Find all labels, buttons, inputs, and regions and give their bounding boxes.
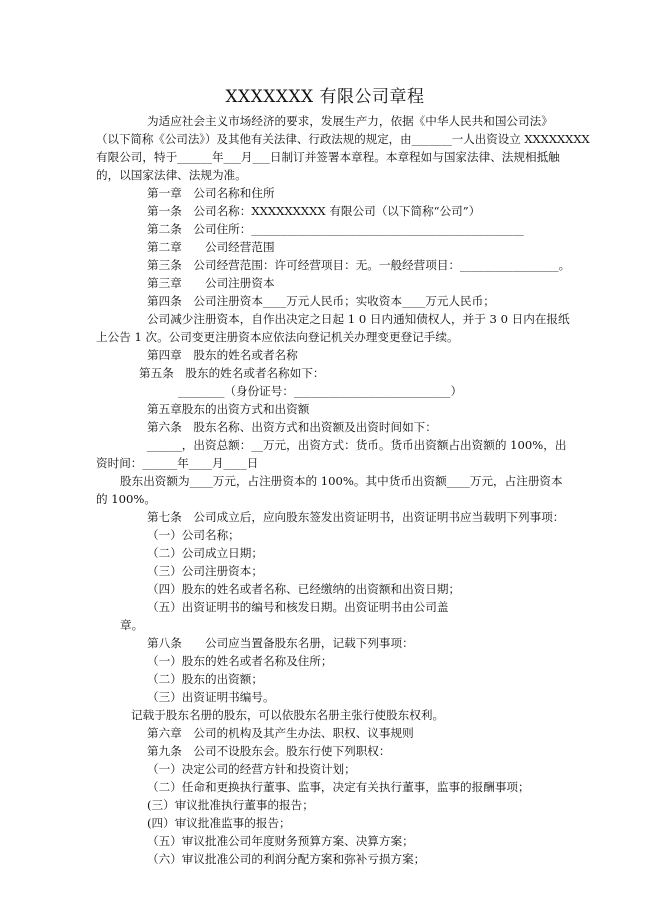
chapter-heading: 第五章股东的出资方式和出资额 — [147, 402, 310, 416]
list-item: (三）审议批准执行董事的报告； — [147, 798, 314, 812]
text-line: 为适应社会主义市场经济的要求，发展生产力，依据《中华人民共和国公司法》 — [147, 114, 553, 128]
text-line: ______，出资总额：__万元，出资方式：货币。货币出资额占出资额的 100%，出 — [147, 438, 567, 452]
text-line: 有限公司，特于______年___月___日制订并签署本章程。本章程如与国家法律、法规相抵触 — [96, 150, 560, 164]
chapter-heading: 第六章 公司的机构及其产生办法、职权、议事规则 — [147, 726, 414, 740]
list-item: （一）决定公司的经营方针和投资计划； — [147, 762, 356, 776]
article-line: 第四条 公司注册资本____万元人民币；实收资本____万元人民币； — [147, 294, 495, 308]
article-line: 第六条 股东名称、出资方式和出资额及出资时间如下： — [147, 420, 437, 434]
text-line: 的，以国家法律、法规为准。 — [96, 168, 247, 182]
text-line: 章。 — [120, 618, 144, 632]
text-line: ________（身份证号：___________________________） — [178, 384, 463, 398]
text-line: 股东出资额为____万元，占注册资本的 100%。其中货币出资额____万元，占注册资本 — [120, 474, 563, 488]
chapter-heading: 第三章 公司注册资本 — [147, 276, 275, 290]
list-item: (四）审议批准监事的报告； — [147, 816, 291, 830]
list-item: （一）公司名称； — [147, 528, 240, 542]
text-line: 的 100%。 — [96, 492, 157, 506]
text-line: 记载于股东名册的股东，可以依股东名册主张行使股东权利。 — [131, 708, 445, 722]
list-item: （二）任命和更换执行董事、监事，决定有关执行董事，监事的报酬事项； — [147, 780, 530, 794]
list-item: （六）审议批准公司的利润分配方案和弥补亏损方案； — [147, 852, 426, 866]
text-line: （以下简称《公司法》）及其他有关法律、行政法规的规定，由_______一人出资设立 XXXXXXXX — [96, 132, 590, 146]
document-title: XXXXXXX 有限公司章程 — [225, 87, 425, 107]
chapter-heading: 第四章 股东的姓名或者名称 — [147, 348, 298, 362]
list-item: （三）公司注册资本； — [147, 564, 263, 578]
article-line: 第八条 公司应当置备股东名册，记载下列事项： — [147, 636, 414, 650]
list-item: （二）公司成立日期； — [147, 546, 263, 560]
article-line: 第三条 公司经营范围：许可经营项目：无。一般经营项目：_________________。 — [147, 258, 571, 272]
article-line: 第五条 股东的姓名或者名称如下： — [139, 366, 325, 380]
text-line: 资时间：______年____月____日 — [96, 456, 259, 470]
list-item: （五）出资证明书的编号和核发日期。出资证明书由公司盖 — [147, 600, 449, 614]
list-item: （四）股东的姓名或者名称、已经缴纳的出资额和出资日期； — [147, 582, 461, 596]
list-item: （二）股东的出资额； — [147, 672, 263, 686]
list-item: （五）审议批准公司年度财务预算方案、决算方案； — [147, 834, 414, 848]
list-item: （三）出资证明书编号。 — [147, 690, 275, 704]
text-line: 公司减少注册资本，自作出决定之日起 1 0 日内通知债权人，并于 3 0 日内在报纸 — [147, 312, 570, 326]
chapter-heading: 第一章 公司名称和住所 — [147, 186, 275, 200]
article-line: 第九条 公司不设股东会。股东行使下列职权： — [147, 744, 391, 758]
article-line: 第一条 公司名称：XXXXXXXXX 有限公司（以下简称“公司”） — [147, 204, 481, 218]
article-line: 第七条 公司成立后，应向股东签发出资证明书，出资证明书应当载明下列事项： — [147, 510, 565, 524]
list-item: （一）股东的姓名或者名称及住所； — [147, 654, 333, 668]
text-line: 上公告 1 次。公司变更注册资本应依法向登记机关办理变更登记手续。 — [96, 330, 459, 344]
chapter-heading: 第二章 公司经营范围 — [147, 240, 275, 254]
article-line: 第二条 公司住所：_______________________________________________ — [147, 222, 524, 236]
